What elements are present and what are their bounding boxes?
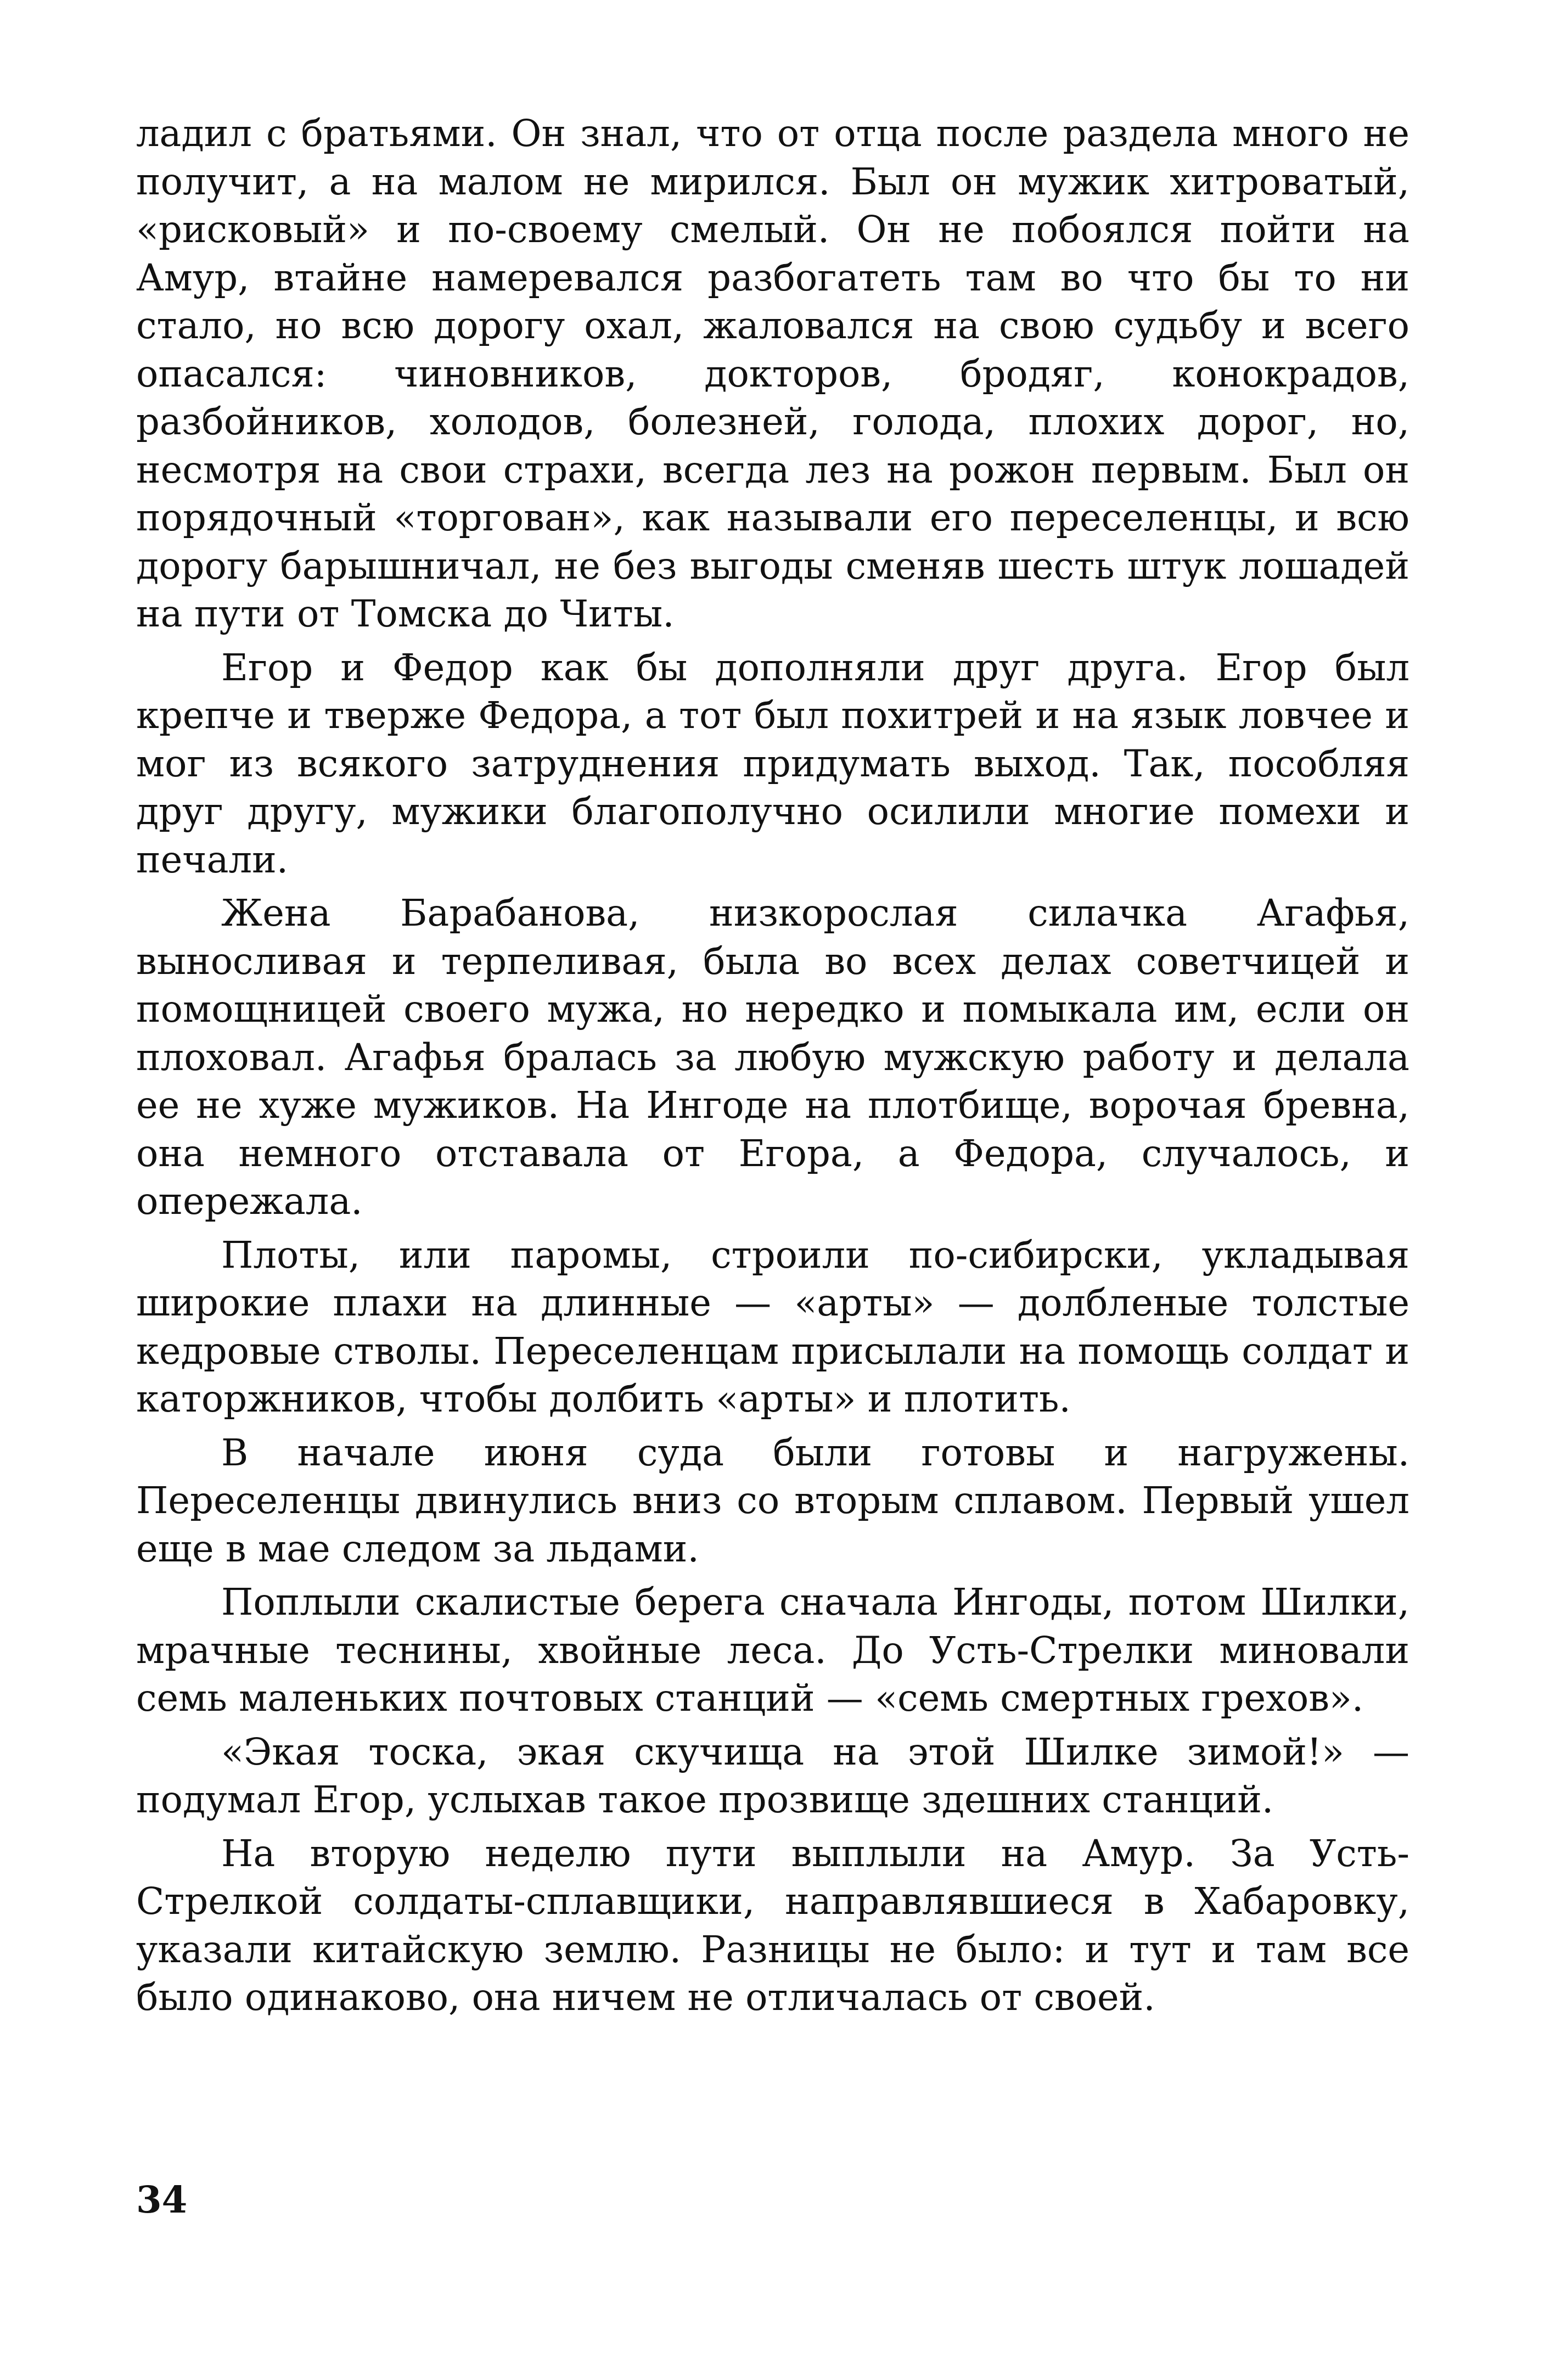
paragraph-2: Егор и Федор как бы дополняли друг друга. Егор был крепче и тверже Федора, а тот был похитрей и на язык ловчее и мог из всякого затруднения придумать выход. Так, пособляя друг другу, мужики благополучно осилили многие помехи и печали. [136, 646, 1409, 881]
page-number: 34 [136, 2178, 188, 2221]
paragraph-8: На вторую неделю пути выплыли на Амур. За Усть-Стрелкой солдаты-сплавщики, направлявшиеся в Хабаровку, указали китайскую землю. Разницы не было: и тут и там все было одинаково, она ничем не отличалась от своей. [136, 1832, 1409, 2019]
paragraph-1: ладил с братьями. Он знал, что от отца после раздела много не получит, а на малом не мирился. Был он мужик хитроватый, «рисковый» и по-своему смелый. Он не побоялся пойти на Амур, втайне намеревался разбогатеть там во что бы то ни стало, но всю дорогу охал, жаловался на свою судьбу и всего опасался: чиновников, докторов, бродяг, конокрадов, разбойников, холодов, болезней, голода, плохих дорог, но, несмотря на свои страхи, всегда лез на рожон первым. Был он порядочный «торгован», как называли его переселенцы, и всю дорогу барышничал, не без выгоды сменяв шесть штук лошадей на пути от Томска до Читы. [136, 112, 1409, 635]
paragraph-6: Поплыли скалистые берега сначала Ингоды, потом Шилки, мрачные теснины, хвойные леса. До Усть-Стрелки миновали семь маленьких почтовых станций — «семь смертных грехов». [136, 1581, 1409, 1720]
page-text [136, 110, 1409, 2022]
paragraph-5: В начале июня суда были готовы и нагружены. Переселенцы двинулись вниз со вторым сплавом. Первый ушел еще в мае следом за льдами. [136, 1431, 1409, 1570]
paragraph-4: Плоты, или паромы, строили по-сибирски, укладывая широкие плахи на длинные — «арты» — долбленые толстые кедровые стволы. Переселенцам присылали на помощь солдат и каторжников, чтобы долбить «арты» и плотить. [136, 1233, 1409, 1420]
paragraph-3: Жена Барабанова, низкорослая силачка Агафья, выносливая и терпеливая, была во всех делах советчицей и помощницей своего мужа, но нередко и помыкала им, если он плоховал. Агафья бралась за любую мужскую работу и делала ее не хуже мужиков. На Ингоде на плотбище, ворочая бревна, она немного отставала от Егора, а Федора, случалось, и опережала. [136, 892, 1409, 1223]
paragraph-7: «Экая тоска, экая скучища на этой Шилке зимой!» — подумал Егор, услыхав такое прозвище здешних станций. [136, 1730, 1409, 1821]
